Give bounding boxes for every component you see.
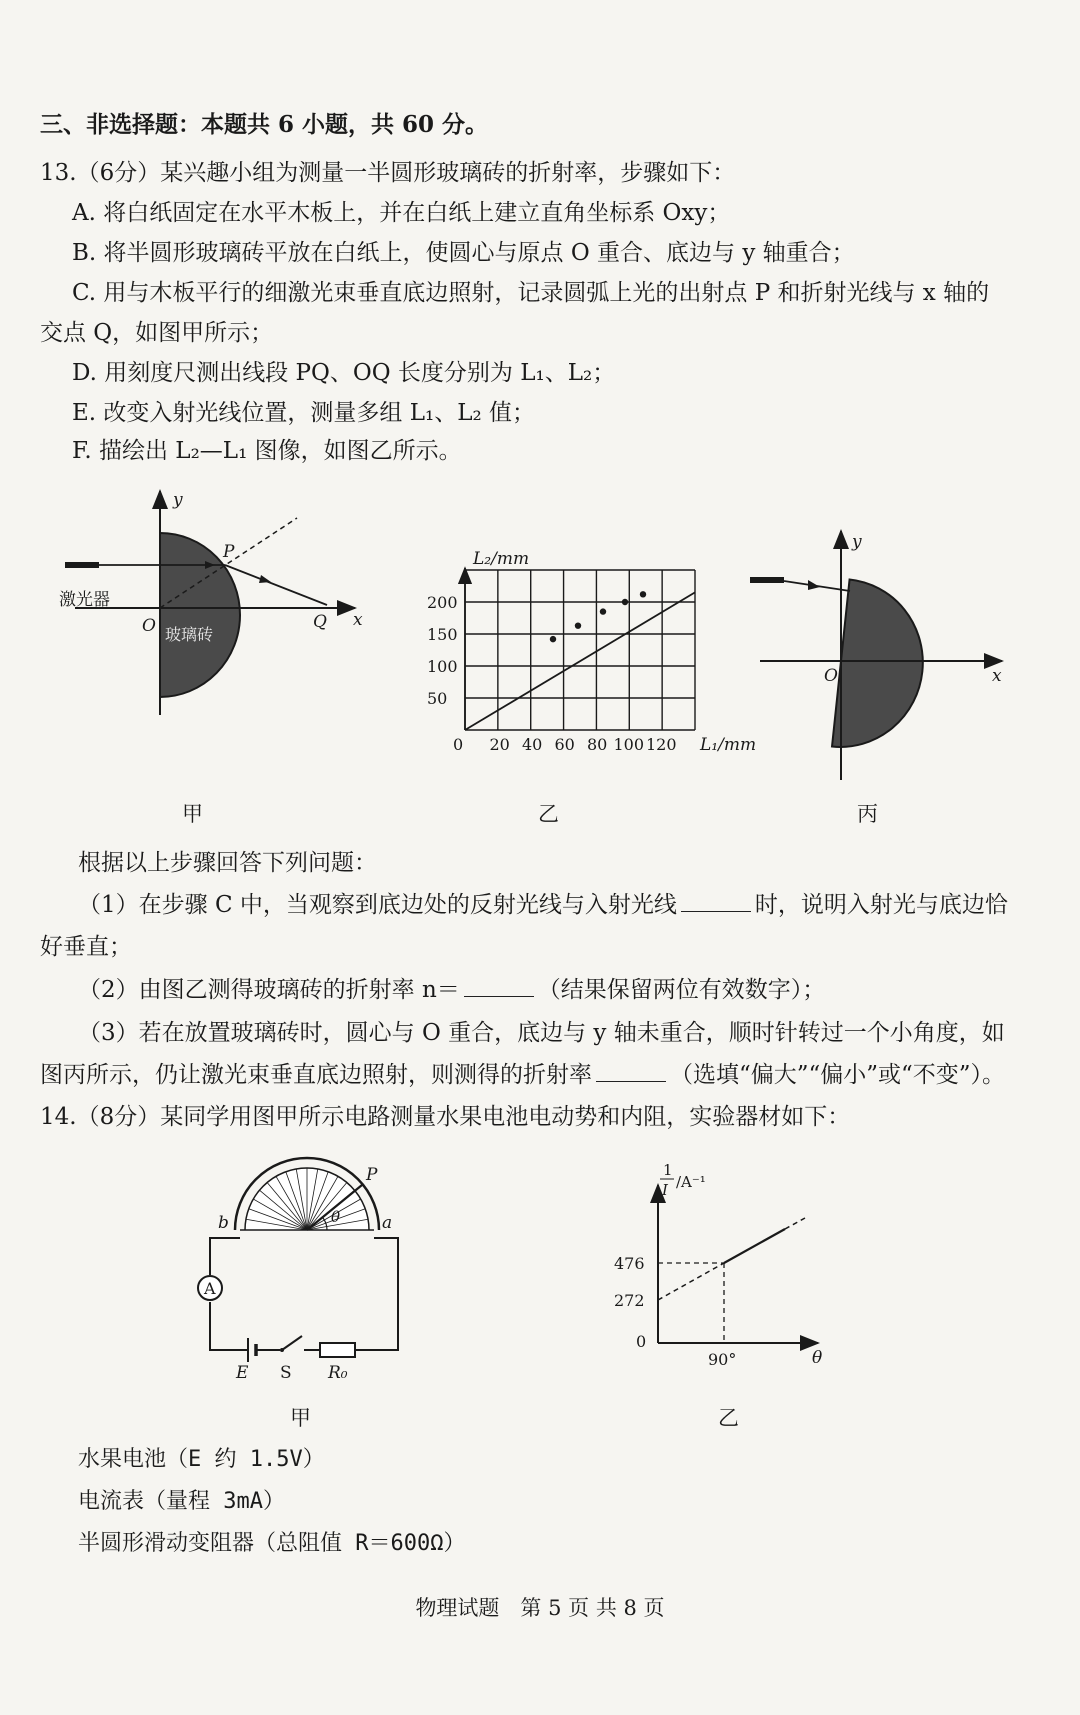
q14-stem: 14.（8分）某同学用图甲所示电路测量水果电池电动势和内阻，实验器材如下： (40, 1104, 851, 1130)
q13-step-c1: C. 用与木板平行的细激光束垂直底边照射，记录圆弧上光的出射点 P 和折射光线与 x 轴的 (72, 280, 990, 306)
chart-ylabel: L₂/mm (473, 549, 530, 569)
label-e: E (236, 1363, 249, 1383)
extrapolated-line (658, 1263, 724, 1300)
ylabel-unit: /A⁻¹ (676, 1173, 706, 1191)
tick-origin: 0 (636, 1332, 647, 1351)
bing-label-x: x (992, 666, 1002, 686)
label-laser: 激光器 (59, 590, 110, 610)
chart-xtick-label: 120 (646, 735, 677, 754)
refracted-ray (225, 565, 327, 605)
label-y: y (173, 490, 183, 510)
resistor-r0 (320, 1343, 355, 1357)
q13-stem: 13.（6分）某兴趣小组为测量一半圆形玻璃砖的折射率，步骤如下： (40, 160, 736, 186)
label-p-circuit: P (366, 1165, 378, 1185)
q13-step-d: D. 用刻度尺测出线段 PQ、OQ 长度分别为 L₁、L₂； (72, 360, 616, 386)
q13-step-c2: 交点 Q，如图甲所示； (40, 320, 274, 346)
chart-ytick-label: 150 (427, 625, 458, 644)
q13-part2: （2）由图乙测得玻璃砖的折射率 n＝ （结果保留两位有效数字）； (78, 977, 826, 1003)
chart-data-point (550, 636, 556, 642)
chart-xtick-label: 60 (554, 735, 575, 754)
tick-90: 90° (708, 1350, 737, 1369)
equipment-item-2: 电流表（量程 3mA） (78, 1489, 285, 1514)
chart-xtick-label: 0 (453, 735, 464, 754)
q13-step-b: B. 将半圆形玻璃砖平放在白纸上，使圆心与原点 O 重合、底边与 y 轴重合； (72, 240, 855, 266)
q13-part3-line1: （3）若在放置玻璃砖时，圆心与 O 重合，底边与 y 轴未重合，顺时针转过一个小角度，如 (78, 1020, 1005, 1046)
answer-blank-1[interactable] (681, 891, 751, 912)
caption-yi: 乙 (538, 802, 559, 826)
label-b: b (218, 1213, 229, 1233)
equipment-item-3: 半圆形滑动变阻器（总阻值 R＝600Ω） (78, 1531, 466, 1556)
figure-theta-graph (600, 1155, 840, 1375)
q13-part1-line2: 好垂直； (40, 934, 132, 960)
figure-bing (740, 525, 1020, 785)
chart-xtick-label: 100 (613, 735, 645, 754)
ylabel-denominator: I (662, 1181, 668, 1199)
q13-part3-line2: 图丙所示，仍让激光束垂直底边照射，则测得的折射率 （选填“偏大”“偏小”或“不变”）。 (40, 1062, 1006, 1088)
chart-grid (465, 570, 695, 730)
q13-part1-line1: （1）在步骤 C 中，当观察到底边处的反射光线与入射光线 时，说明入射光与底边恰 (78, 892, 1008, 918)
figure-yi-chart (410, 540, 790, 760)
bing-laser-device (750, 577, 784, 583)
label-glass: 玻璃砖 (165, 625, 214, 644)
chart-ytick-label: 50 (427, 689, 448, 708)
chart-ytick-label: 100 (427, 657, 458, 676)
section-heading: 三、非选择题：本题共 6 小题，共 60 分。 (40, 111, 489, 138)
answer-blank-2[interactable] (464, 976, 534, 997)
label-q: Q (313, 612, 327, 632)
theta-xlabel: θ (812, 1348, 823, 1368)
q13-lead: 根据以上步骤回答下列问题： (78, 850, 377, 876)
chart-xtick-label: 20 (489, 735, 510, 754)
tick-476: 476 (614, 1254, 645, 1273)
figure-jia (55, 485, 385, 735)
chart-xlabel: L₁/mm (700, 735, 757, 755)
label-p: P (223, 542, 235, 562)
chart-data-point (622, 599, 628, 605)
bing-label-o: O (824, 666, 838, 686)
q13-step-e: E. 改变入射光线位置，测量多组 L₁、L₂ 值； (72, 400, 536, 426)
chart-data-point (575, 622, 581, 628)
chart-ytick-label: 200 (427, 593, 458, 612)
label-theta: θ (331, 1208, 341, 1226)
q13-step-f: F. 描绘出 L₂—L₁ 图像，如图乙所示。 (72, 438, 462, 464)
label-o: O (142, 616, 156, 636)
label-r0: R₀ (328, 1363, 348, 1383)
label-x: x (353, 610, 363, 630)
equipment-item-1: 水果电池（E 约 1.5V） (78, 1447, 325, 1472)
laser-device (65, 562, 99, 568)
caption-theta-graph: 乙 (718, 1406, 739, 1430)
chart-xtick-label: 40 (522, 735, 543, 754)
answer-blank-3[interactable] (596, 1061, 666, 1082)
measured-line (724, 1229, 785, 1263)
caption-jia: 甲 (182, 802, 203, 826)
caption-circuit: 甲 (290, 1406, 311, 1430)
chart-data-point (600, 608, 606, 614)
rotated-glass-brick (832, 579, 931, 755)
label-s: S (280, 1363, 292, 1383)
chart-xtick-label: 80 (587, 735, 608, 754)
figure-circuit (190, 1150, 430, 1390)
ylabel-numerator: 1 (663, 1161, 673, 1179)
bing-label-y: y (852, 532, 862, 552)
label-a: a (382, 1213, 393, 1233)
caption-bing: 丙 (857, 802, 878, 826)
page-footer: 物理试题 第 5 页 共 8 页 (415, 1596, 665, 1620)
chart-fit-line (465, 592, 695, 730)
q13-step-a: A. 将白纸固定在水平木板上，并在白纸上建立直角坐标系 Oxy； (72, 200, 731, 226)
chart-data-point (640, 591, 646, 597)
tick-272: 272 (614, 1291, 645, 1310)
label-ammeter: A (204, 1279, 216, 1298)
